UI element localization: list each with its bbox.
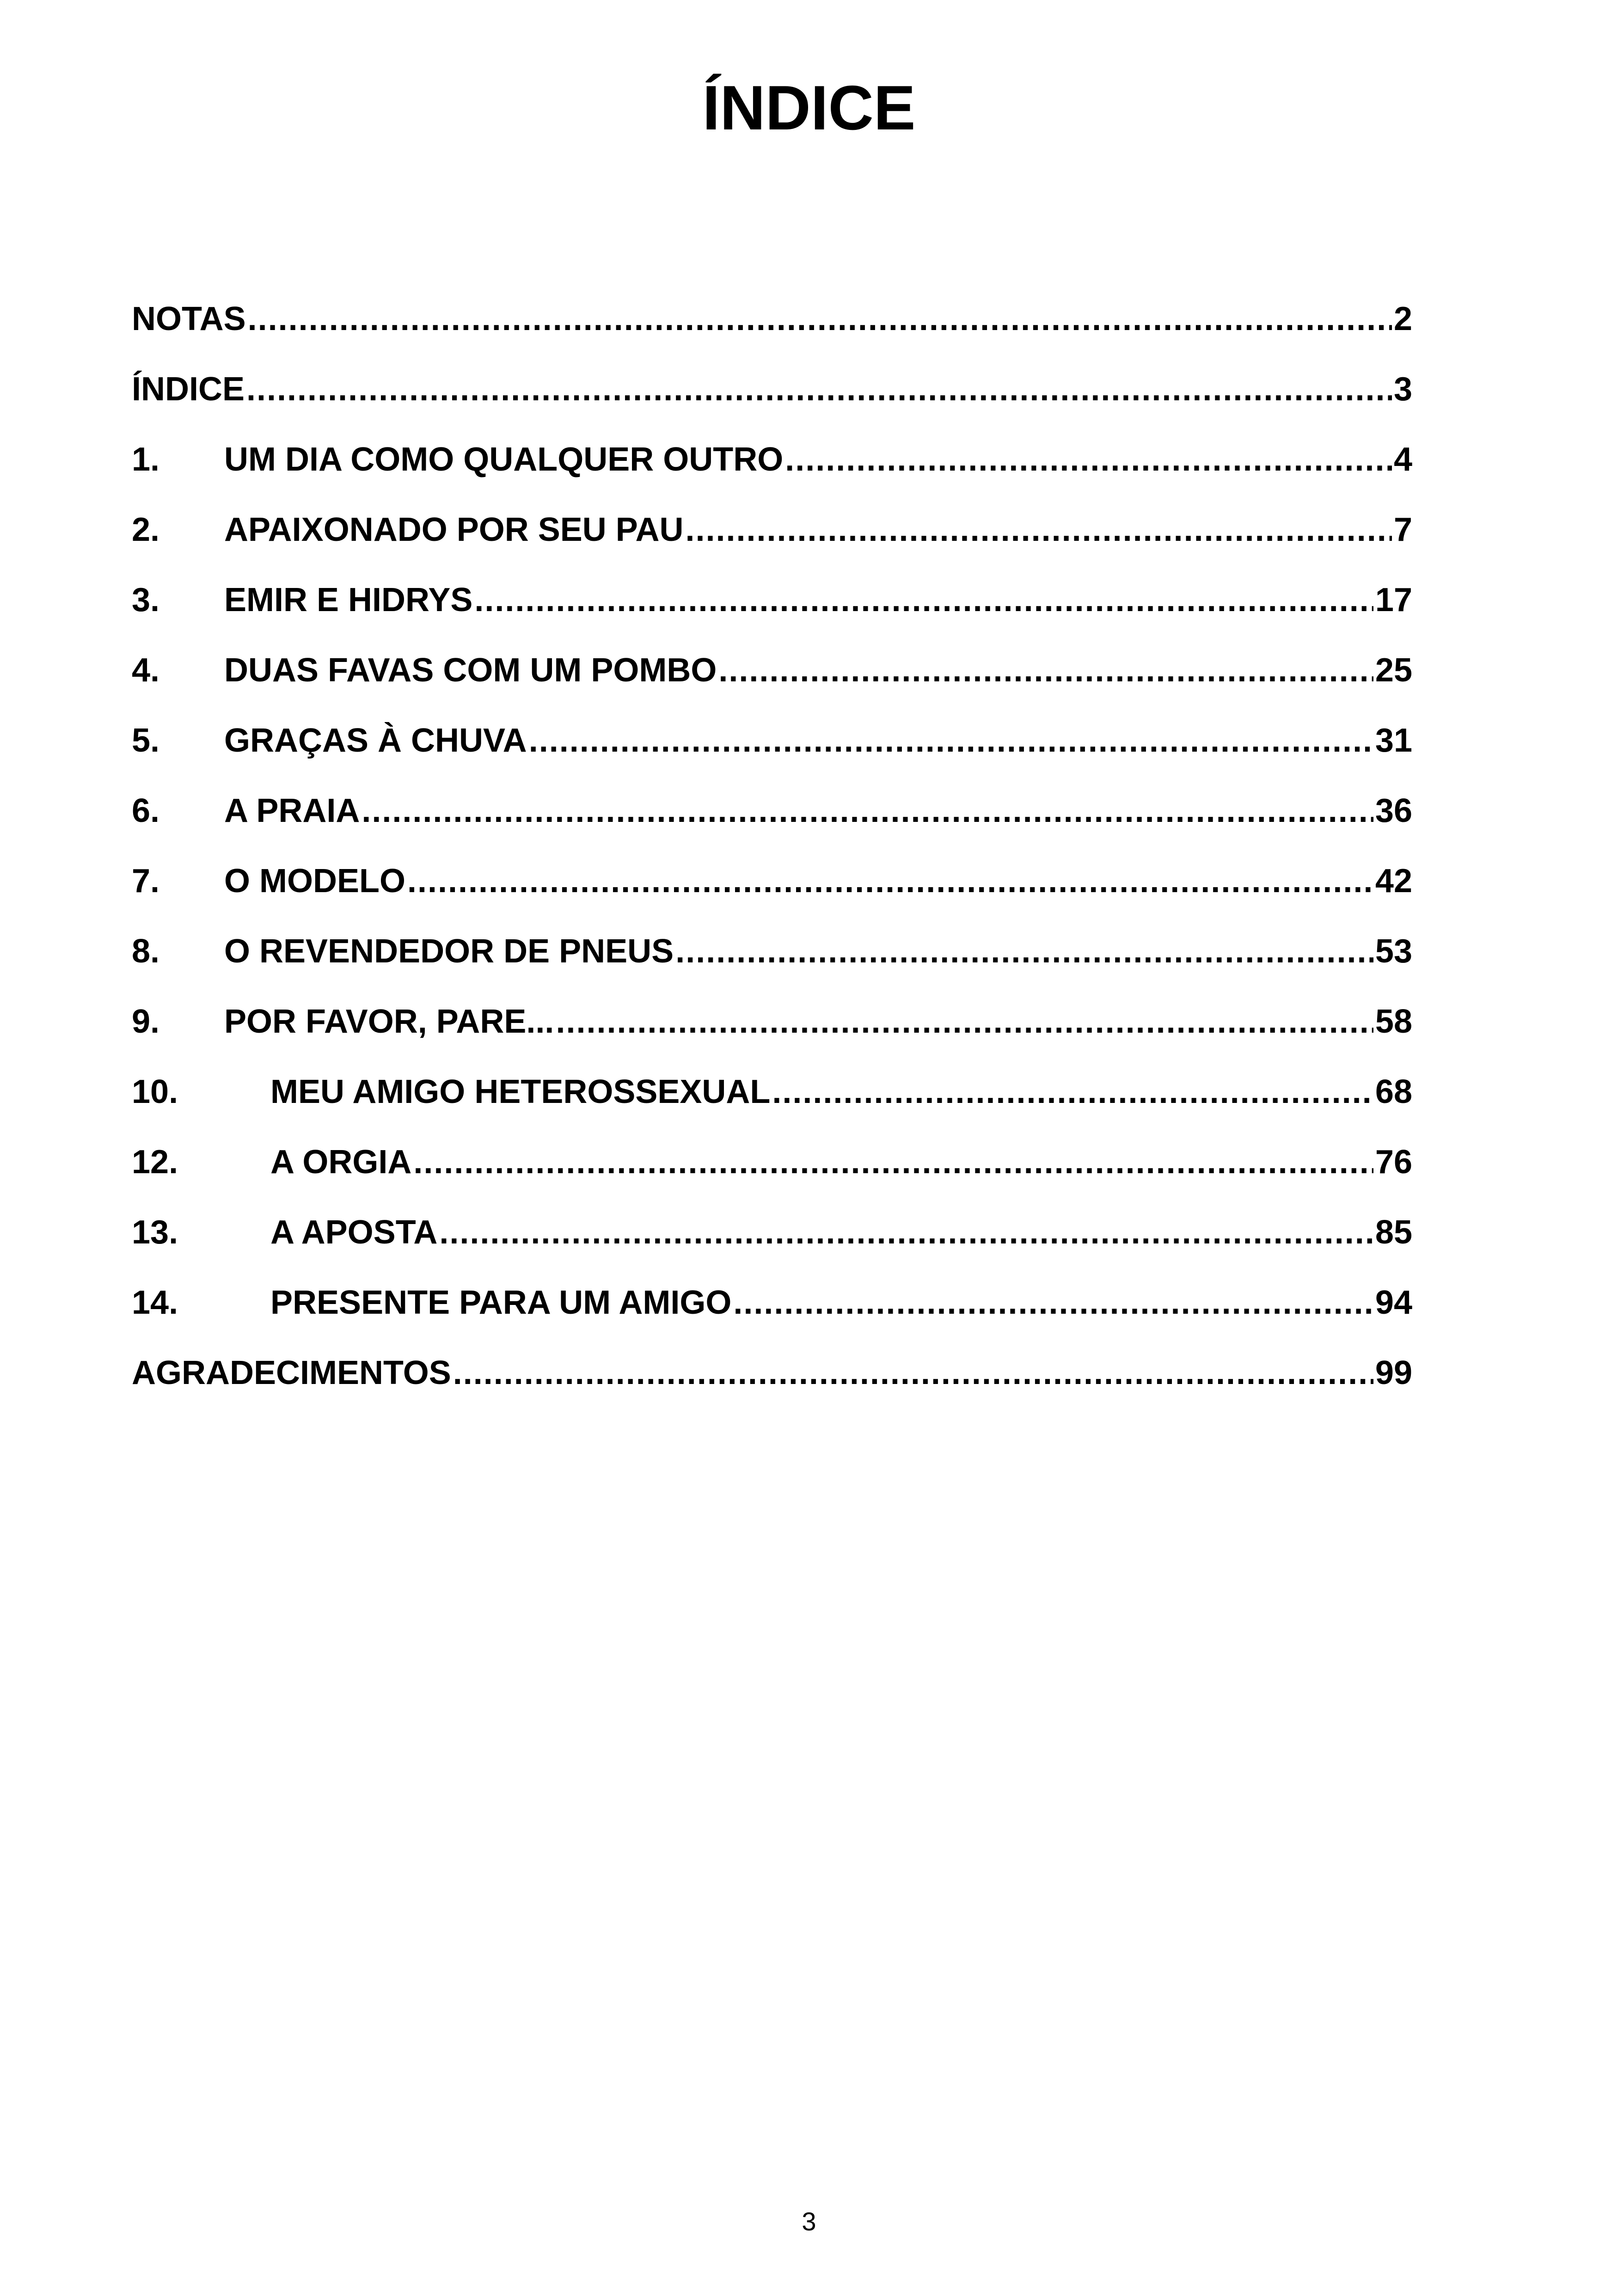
toc-dot-leader [556,998,1373,1045]
toc-entry-chapter-13[interactable] [132,1209,1412,1280]
toc-entry-number: 6. [132,792,160,829]
toc-entry-number: 14. [132,1284,178,1321]
toc-entry-page: 7 [1393,511,1412,548]
toc-entry-agradecimentos[interactable] [132,1350,1412,1420]
toc-dot-leader [772,1069,1373,1115]
toc-dot-leader [439,1209,1373,1255]
toc-entry-number: 3. [132,582,160,618]
toc-dot-leader [453,1350,1373,1396]
toc-dot-leader [474,577,1373,623]
toc-entry-page: 17 [1375,582,1412,618]
toc-entry-chapter-4[interactable] [132,647,1412,717]
toc-entry-chapter-7[interactable] [132,858,1412,928]
toc-dot-leader [733,1280,1373,1326]
toc-dot-leader [675,928,1373,974]
toc-dot-leader [248,296,1392,342]
toc-entry-label: AGRADECIMENTOS [132,1354,451,1391]
toc-entry-chapter-12[interactable] [132,1139,1412,1209]
toc-entry-chapter-5[interactable] [132,717,1412,788]
toc-entry-page: 85 [1375,1214,1412,1251]
toc-entry-label: UM DIA COMO QUALQUER OUTRO [224,441,784,478]
toc-entry-label: MEU AMIGO HETEROSSEXUAL [270,1073,771,1110]
toc-entry-page: 94 [1375,1284,1412,1321]
toc-entry-label: O MODELO [224,863,405,900]
toc-dot-leader [362,788,1373,834]
toc-entry-number: 8. [132,933,160,970]
toc-entry-label: PRESENTE PARA UM AMIGO [270,1284,732,1321]
toc-entry-chapter-9[interactable] [132,998,1412,1069]
toc-entry-number: 12. [132,1144,178,1181]
toc-entry-chapter-10[interactable] [132,1069,1412,1139]
toc-entry-label: O REVENDEDOR DE PNEUS [224,933,674,970]
toc-entry-notas[interactable] [132,296,1412,366]
toc-entry-number: 13. [132,1214,178,1251]
toc-entry-label: GRAÇAS À CHUVA [224,722,527,759]
toc-entry-page: 68 [1375,1073,1412,1110]
toc-dot-leader [718,647,1373,693]
toc-entry-label: ÍNDICE [132,371,245,408]
toc-entry-page: 36 [1375,792,1412,829]
toc-entry-chapter-2[interactable] [132,507,1412,577]
toc-entry-number: 2. [132,511,160,548]
toc-entry-label: APAIXONADO POR SEU PAU [224,511,684,548]
toc-entry-label: DUAS FAVAS COM UM POMBO [224,652,717,689]
toc-dot-leader [246,366,1392,412]
toc-entry-page: 42 [1375,863,1412,900]
toc-entry-page: 99 [1375,1354,1412,1391]
toc-entry-label: EMIR E HIDRYS [224,582,473,618]
page-number: 3 [802,2207,816,2236]
toc-entry-number: 9. [132,1003,160,1040]
toc-entry-chapter-8[interactable] [132,928,1412,998]
toc-entry-page: 31 [1375,722,1412,759]
page-title: ÍNDICE [702,73,916,143]
toc-entry-page: 4 [1393,441,1412,478]
table-of-contents [132,296,1412,1420]
toc-entry-label: A APOSTA [270,1214,438,1251]
toc-entry-label: A ORGIA [270,1144,412,1181]
toc-entry-label: A PRAIA [224,792,360,829]
toc-entry-label: NOTAS [132,300,246,337]
toc-dot-leader [685,507,1392,553]
toc-entry-indice[interactable] [132,366,1412,436]
toc-dot-leader [407,858,1373,904]
toc-dot-leader [529,717,1373,764]
toc-entry-chapter-6[interactable] [132,788,1412,858]
toc-entry-page: 25 [1375,652,1412,689]
toc-entry-label: POR FAVOR, PARE... [224,1003,554,1040]
toc-entry-number: 7. [132,863,160,900]
toc-entry-chapter-3[interactable] [132,577,1412,647]
toc-entry-number: 5. [132,722,160,759]
toc-entry-number: 1. [132,441,160,478]
toc-entry-number: 4. [132,652,160,689]
toc-entry-page: 3 [1393,371,1412,408]
toc-dot-leader [413,1139,1373,1185]
toc-entry-page: 53 [1375,933,1412,970]
toc-dot-leader [785,436,1392,483]
toc-entry-page: 2 [1393,300,1412,337]
toc-entry-chapter-14[interactable] [132,1280,1412,1350]
toc-entry-number: 10. [132,1073,178,1110]
toc-entry-chapter-1[interactable] [132,436,1412,507]
toc-entry-page: 76 [1375,1144,1412,1181]
toc-entry-page: 58 [1375,1003,1412,1040]
